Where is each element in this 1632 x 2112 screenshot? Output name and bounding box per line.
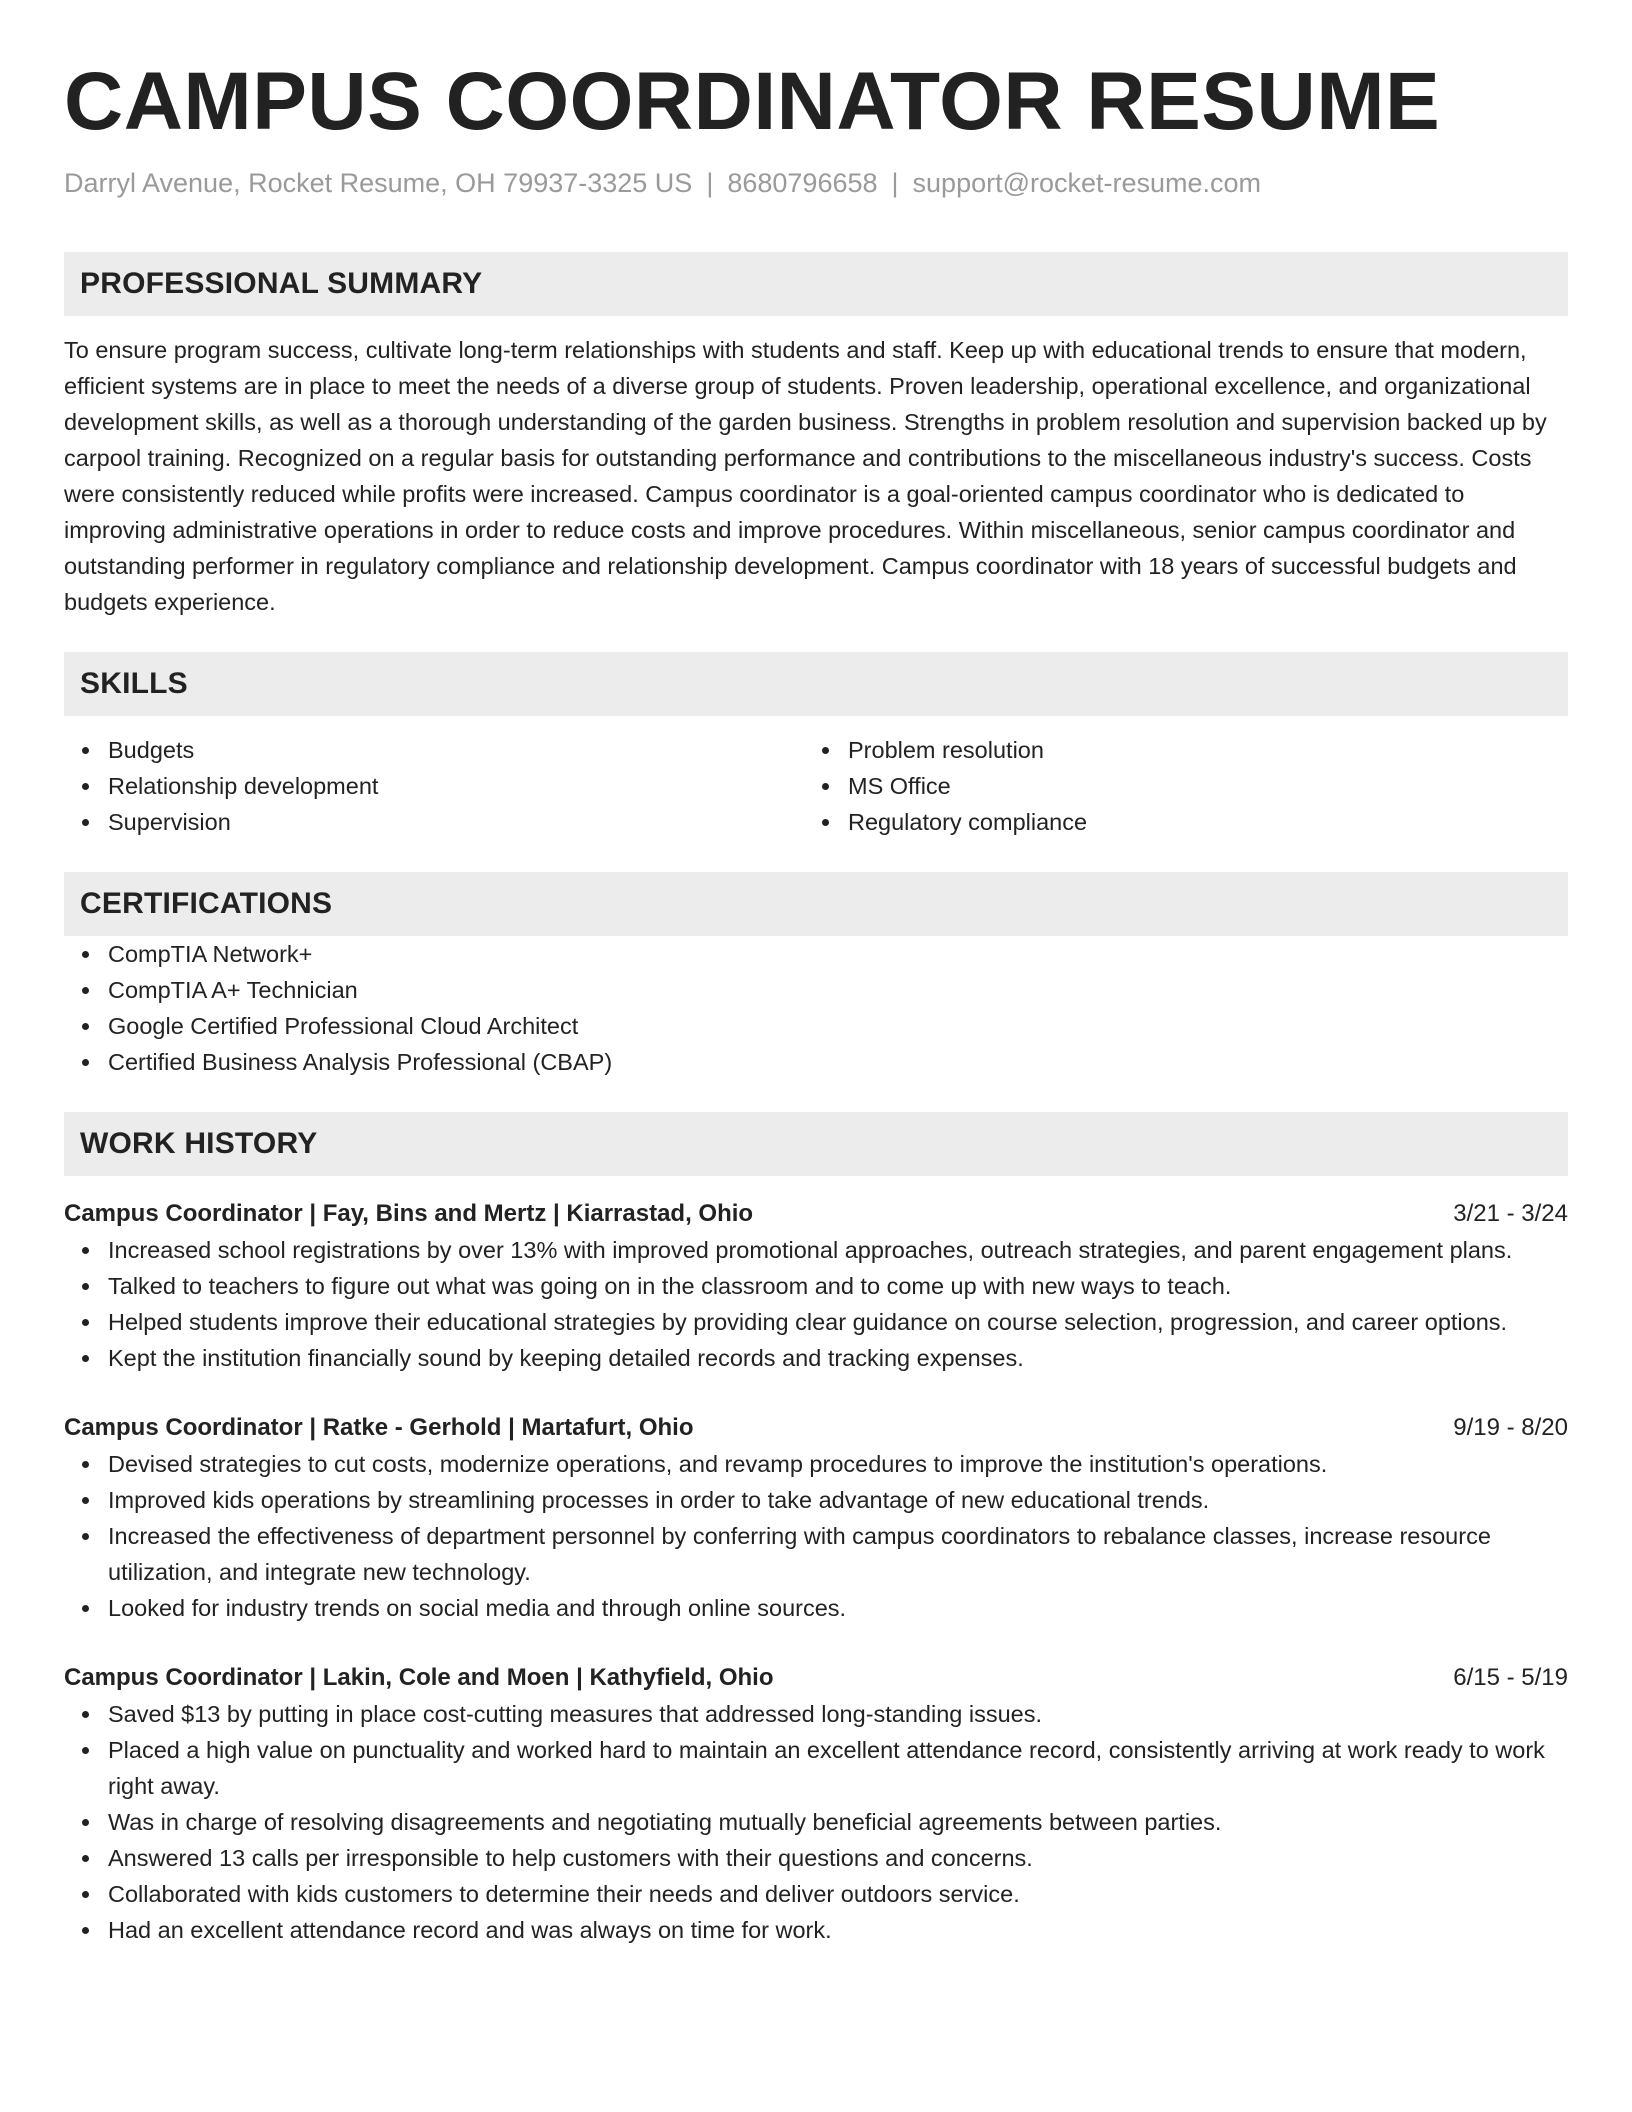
section-header-summary: PROFESSIONAL SUMMARY (64, 252, 1568, 316)
job-bullet: Kept the institution financially sound by keeping detailed records and tracking expenses. (64, 1340, 1568, 1376)
job-entry (64, 1660, 1568, 1948)
section-header-certifications: CERTIFICATIONS (64, 872, 1568, 936)
section-header-skills: SKILLS (64, 652, 1568, 716)
job-title: Campus Coordinator | Ratke - Gerhold | Martafurt, Ohio (64, 1414, 694, 1441)
skill-item: MS Office (804, 768, 1544, 804)
contact-line (64, 166, 1568, 200)
job-title: Campus Coordinator | Fay, Bins and Mertz | Kiarrastad, Ohio (64, 1200, 754, 1227)
job-heading (64, 1410, 1568, 1446)
skill-item: Budgets (64, 732, 804, 768)
job-bullet-list (64, 1696, 1568, 1948)
contact-phone: 8680796658 (727, 168, 878, 198)
skill-item: Problem resolution (804, 732, 1544, 768)
job-bullet: Increased school registrations by over 13% with improved promotional approaches, outreach strategies, and parent engagement plans. (64, 1232, 1568, 1268)
job-dates: 9/19 - 8/20 (1453, 1414, 1568, 1441)
skills-column-left (64, 732, 804, 840)
job-bullet-list (64, 1446, 1568, 1626)
certification-list (64, 936, 1568, 1080)
job-bullet: Collaborated with kids customers to determine their needs and deliver outdoors service. (64, 1876, 1568, 1912)
certification-item: Certified Business Analysis Professional (CBAP) (64, 1044, 1568, 1080)
contact-separator: | (891, 168, 899, 198)
job-bullet: Talked to teachers to figure out what was going on in the classroom and to come up with new ways to teach. (64, 1268, 1568, 1304)
skill-item: Supervision (64, 804, 804, 840)
job-bullet-list (64, 1232, 1568, 1376)
skill-item: Relationship development (64, 768, 804, 804)
skills-grid (64, 732, 1568, 840)
contact-separator: | (706, 168, 714, 198)
job-bullet: Increased the effectiveness of department personnel by conferring with campus coordinators to rebalance classes, increase resource utilization, and integrate new technology. (64, 1518, 1568, 1590)
job-bullet: Devised strategies to cut costs, modernize operations, and revamp procedures to improve the institution's operations. (64, 1446, 1568, 1482)
certification-item: CompTIA A+ Technician (64, 972, 1568, 1008)
job-entry (64, 1196, 1568, 1376)
job-dates: 6/15 - 5/19 (1453, 1664, 1568, 1691)
job-bullet: Helped students improve their educational strategies by providing clear guidance on course selection, progression, and career options. (64, 1304, 1568, 1340)
job-bullet: Placed a high value on punctuality and worked hard to maintain an excellent attendance record, consistently arriving at work ready to work right away. (64, 1732, 1568, 1804)
contact-address: Darryl Avenue, Rocket Resume, OH 79937-3325 US (64, 168, 693, 198)
resume-title: CAMPUS COORDINATOR RESUME (64, 56, 1441, 147)
certification-item: CompTIA Network+ (64, 936, 1568, 972)
skill-item: Regulatory compliance (804, 804, 1544, 840)
summary-text: To ensure program success, cultivate long-term relationships with students and staff. Keep up with educational trends to ensure that modern, efficient systems are in place to meet the needs of a diverse group of students. Proven leadership, operational excellence, and organizational development skills, as well as a thorough understanding of the garden business. Strengths in problem resolution and supervision backed up by carpool training. Recognized on a regular basis for outstanding performance and contributions to the miscellaneous industry's success. Costs were consistently reduced while profits were increased. Campus coordinator is a goal-oriented campus coordinator who is dedicated to improving administrative operations in order to reduce costs and improve procedures. Within miscellaneous, senior campus coordinator and outstanding performer in regulatory compliance and relationship development. Campus coordinator with 18 years of successful budgets and budgets experience. (64, 337, 1547, 615)
job-bullet: Had an excellent attendance record and was always on time for work. (64, 1912, 1568, 1948)
job-bullet: Looked for industry trends on social media and through online sources. (64, 1590, 1568, 1626)
contact-email: support@rocket-resume.com (912, 168, 1262, 198)
certification-item: Google Certified Professional Cloud Architect (64, 1008, 1568, 1044)
job-dates: 3/21 - 3/24 (1453, 1200, 1568, 1227)
job-bullet: Improved kids operations by streamlining processes in order to take advantage of new educational trends. (64, 1482, 1568, 1518)
section-header-work-history: WORK HISTORY (64, 1112, 1568, 1176)
job-heading (64, 1660, 1568, 1696)
job-bullet: Answered 13 calls per irresponsible to help customers with their questions and concerns. (64, 1840, 1568, 1876)
job-bullet: Was in charge of resolving disagreements and negotiating mutually beneficial agreements between parties. (64, 1804, 1568, 1840)
job-entry (64, 1410, 1568, 1626)
job-bullet: Saved $13 by putting in place cost-cutting measures that addressed long-standing issues. (64, 1696, 1568, 1732)
job-heading (64, 1196, 1568, 1232)
skills-column-right (804, 732, 1544, 840)
job-title: Campus Coordinator | Lakin, Cole and Moen | Kathyfield, Ohio (64, 1664, 774, 1691)
